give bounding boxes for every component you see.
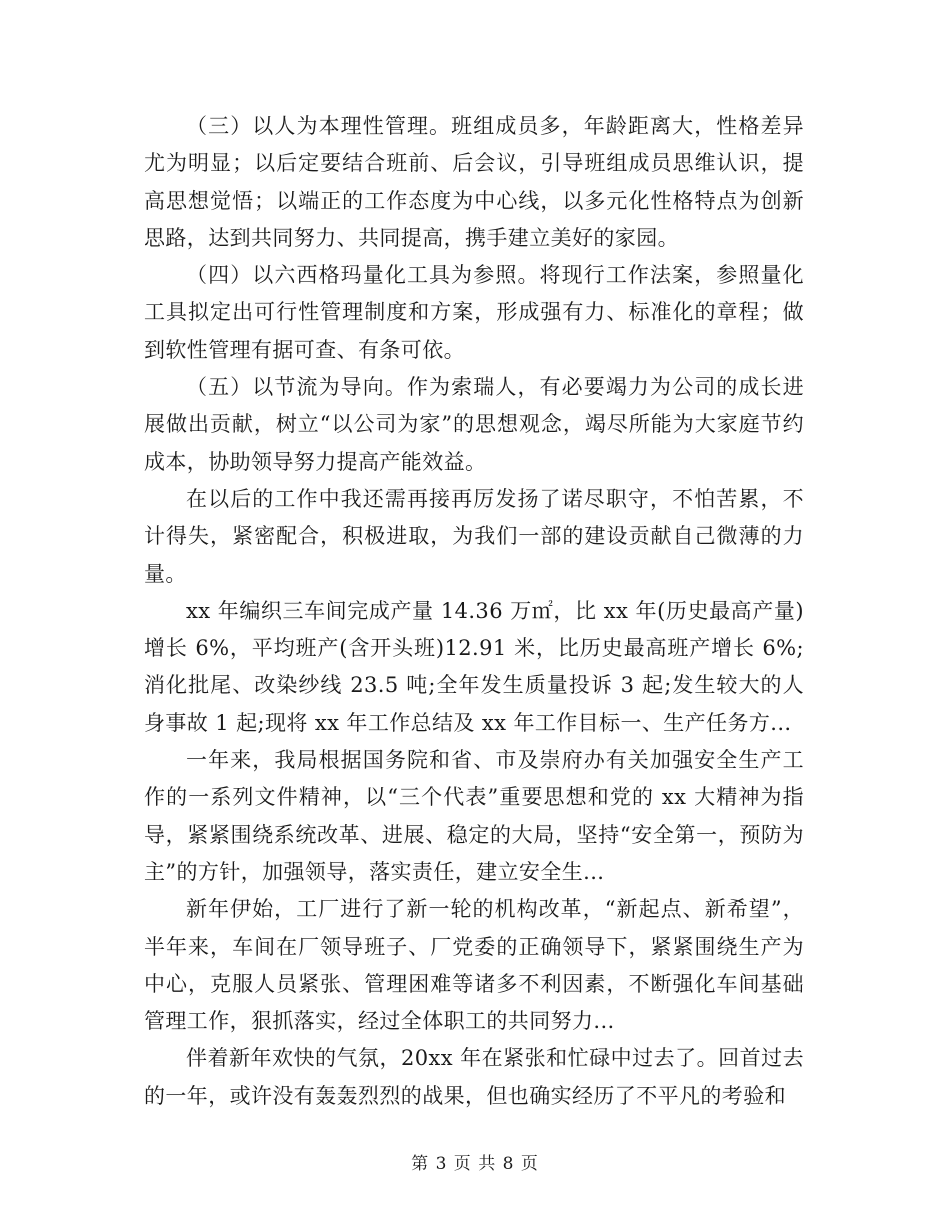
paragraph-year-review: 伴着新年欢快的气氛，20xx 年在紧张和忙碌中过去了。回首过去的一年，或许没有轰轰烈烈的战果，但也确实经历了不平凡的考验和 [144, 1046, 804, 1108]
paragraph-new-year-reform: 新年伊始，工厂进行了新一轮的机构改革，“新起点、新希望”，半年来，车间在厂领导班子、厂党委的正确领导下，紧紧围绕生产为中心，克服人员紧张、管理困难等诸多不利因素，不断强化车间基础管理工作，狠抓落实，经过全体职工的共同努力... [144, 897, 804, 1034]
paragraph-workshop-output: xx 年编织三车间完成产量 14.36 万㎡，比 xx 年(历史最高产量)增长 6%，平均班产(含开头班)12.91 米，比历史最高班产增长 6%;消化批尾、改染纱线 23.5 吨;全年发生质量投诉 3 起;发生较大的人身事故 1 起;现将 xx 年工作总结及 xx 年工作目标一、生产任务方... [144, 598, 804, 735]
paragraph-section-four: （四）以六西格玛量化工具为参照。将现行工作法案，参照量化工具拟定出可行性管理制度和方案，形成强有力、标准化的章程；做到软性管理有据可查、有条可依。 [144, 263, 804, 362]
paragraph-section-five: （五）以节流为导向。作为索瑞人，有必要竭力为公司的成长进展做出贡献，树立“以公司为家”的思想观念，竭尽所能为大家庭节约成本，协助领导努力提高产能效益。 [144, 375, 804, 474]
paragraph-safety-bureau: 一年来，我局根据国务院和省、市及崇府办有关加强安全生产工作的一系列文件精神，以“三个代表”重要思想和党的 xx 大精神为指导，紧紧围绕系统改革、进展、稳定的大局，坚持“安全第一，预防为主”的方针，加强领导，落实责任，建立安全生... [144, 748, 804, 884]
paragraph-future-work: 在以后的工作中我还需再接再厉发扬了诺尽职守，不怕苦累，不计得失，紧密配合，积极进取，为我们一部的建设贡献自己微薄的力量。 [144, 486, 804, 586]
document-body [144, 108, 804, 1115]
page-number: 第 3 页 共 8 页 [411, 1154, 539, 1174]
paragraph-section-three: （三）以人为本理性管理。班组成员多，年龄距离大，性格差异尤为明显；以后定要结合班前、后会议，引导班组成员思维认识，提高思想觉悟；以端正的工作态度为中心线，以多元化性格特点为创新思路，达到共同努力、共同提高，携手建立美好的家园。 [144, 114, 804, 250]
page-footer [0, 1152, 950, 1176]
